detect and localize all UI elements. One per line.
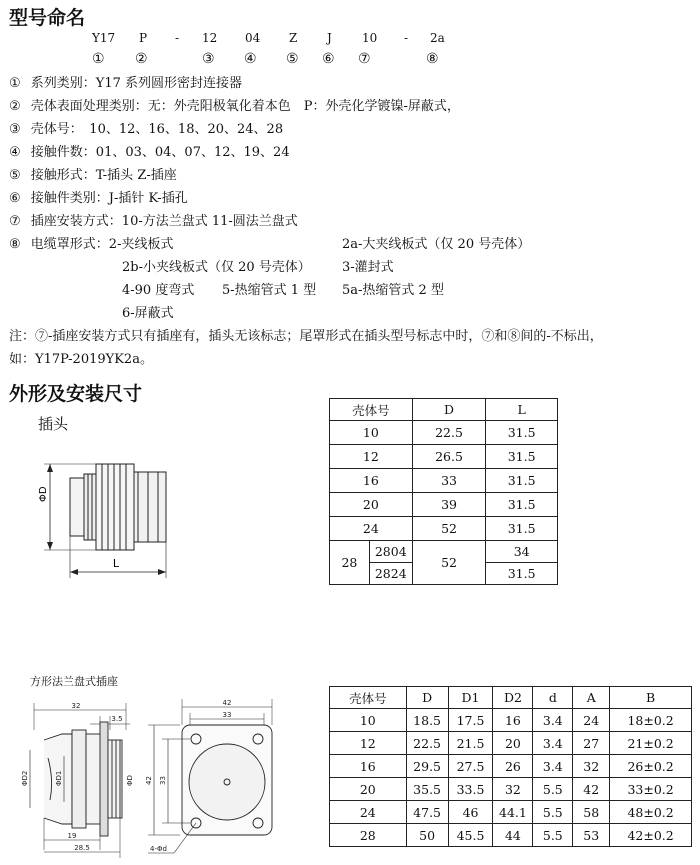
table-cell: 2824 <box>369 563 412 585</box>
receptacle-side-drawing <box>14 700 139 860</box>
table-row <box>330 541 558 563</box>
dim-label: 42 <box>145 776 153 785</box>
model-code: J <box>327 31 332 45</box>
dim-label: 42 <box>222 699 232 707</box>
legend-number: ② <box>9 99 21 114</box>
table-cell: 46 <box>448 801 493 824</box>
table-cell: 17.5 <box>448 709 493 732</box>
table-cell: 22.5 <box>412 421 486 445</box>
legend-item <box>9 72 242 91</box>
legend-text: 插座安装方式：10-方法兰盘式 11-圆法兰盘式 <box>30 214 298 229</box>
table-cell: 27 <box>573 732 610 755</box>
legend-text: 系列类别：Y17 系列圆形密封连接器 <box>30 76 243 91</box>
table-cell: 16 <box>330 469 413 493</box>
model-marker: ⑤ <box>286 51 299 67</box>
table-header: D1 <box>448 687 493 709</box>
table-cell: 58 <box>573 801 610 824</box>
table-cell: 24 <box>573 709 610 732</box>
table-row <box>330 732 692 755</box>
receptacle-dimension-table <box>329 686 692 847</box>
table-cell: 26.5 <box>412 445 486 469</box>
table-cell: 28 <box>330 824 407 847</box>
model-marker: ⑥ <box>322 51 335 67</box>
legend-number: ⑥ <box>9 191 21 206</box>
note-line: 如：Y17P-2019YK2a。 <box>9 352 153 367</box>
section-title-dimensions: 外形及安装尺寸 <box>9 383 143 405</box>
table-cell: 42 <box>573 778 610 801</box>
cable-option: 5a-热缩管式 2 型 <box>342 283 444 298</box>
dim-label: 33 <box>159 776 167 785</box>
dim-label: ΦD2 <box>21 770 29 786</box>
table-cell: 16 <box>330 755 407 778</box>
dim-label: 4-Φd <box>150 845 167 853</box>
table-cell: 10 <box>330 421 413 445</box>
model-marker: ① <box>92 51 105 67</box>
cable-option: 2b-小夹线板式（仅 20 号壳体） <box>122 260 311 275</box>
note-line: 注：⑦-插座安装方式只有插座有，插头无该标志；尾罩形式在插头型号标志中时，⑦和⑧间的-不标出， <box>9 329 603 344</box>
table-header: L <box>486 399 558 421</box>
legend-item <box>9 141 290 160</box>
table-cell: 12 <box>330 732 407 755</box>
legend-item <box>9 187 188 206</box>
table-header: 壳体号 <box>330 399 413 421</box>
plug-label: 插头 <box>38 415 69 433</box>
table-cell: 26 <box>493 755 533 778</box>
plug-drawing <box>38 450 188 585</box>
dim-label: ΦD <box>126 775 134 786</box>
table-cell: 21±0.2 <box>610 732 692 755</box>
table-cell: 20 <box>493 732 533 755</box>
table-cell: 10 <box>330 709 407 732</box>
dim-label: 19 <box>67 832 77 840</box>
table-row <box>330 517 558 541</box>
table-cell: 44.1 <box>493 801 533 824</box>
plug-d-label: ΦD <box>38 486 49 502</box>
dim-label: 3.5 <box>111 715 123 723</box>
legend-number: ⑧ <box>9 237 21 252</box>
table-cell: 22.5 <box>406 732 448 755</box>
model-code: 04 <box>245 31 261 45</box>
table-cell: 18±0.2 <box>610 709 692 732</box>
model-code: - <box>404 31 409 45</box>
table-cell: 31.5 <box>486 563 558 585</box>
table-cell: 48±0.2 <box>610 801 692 824</box>
table-cell: 31.5 <box>486 493 558 517</box>
table-cell: 39 <box>412 493 486 517</box>
cable-option: 4-90 度弯式 <box>122 283 195 298</box>
legend-number: ④ <box>9 145 21 160</box>
model-marker: ④ <box>244 51 257 67</box>
table-header: 壳体号 <box>330 687 407 709</box>
model-code: 10 <box>362 31 378 45</box>
legend-number: ① <box>9 76 21 91</box>
legend-text: 壳体号： 10、12、16、18、20、24、28 <box>30 122 284 137</box>
model-code: - <box>175 31 180 45</box>
table-cell: 5.5 <box>533 801 573 824</box>
cable-option: 2a-大夹线板式（仅 20 号壳体） <box>342 237 531 252</box>
table-cell: 33 <box>412 469 486 493</box>
model-marker: ③ <box>202 51 215 67</box>
table-header: A <box>573 687 610 709</box>
table-header: d <box>533 687 573 709</box>
model-marker: ② <box>135 51 148 67</box>
table-cell: 24 <box>330 517 413 541</box>
table-cell: 3.4 <box>533 755 573 778</box>
table-cell: 18.5 <box>406 709 448 732</box>
table-header: D <box>406 687 448 709</box>
plug-l-label: L <box>112 557 120 570</box>
table-cell: 31.5 <box>486 517 558 541</box>
table-row <box>330 755 692 778</box>
table-cell: 47.5 <box>406 801 448 824</box>
table-header: D2 <box>493 687 533 709</box>
dim-label: 32 <box>71 702 81 710</box>
table-cell: 35.5 <box>406 778 448 801</box>
table-row <box>330 421 558 445</box>
model-code: 12 <box>202 31 218 45</box>
legend-item <box>9 95 460 114</box>
legend-item <box>9 210 298 229</box>
table-cell: 31.5 <box>486 421 558 445</box>
table-cell: 16 <box>493 709 533 732</box>
table-cell: 32 <box>573 755 610 778</box>
dim-label: ΦD1 <box>55 770 63 786</box>
legend-number: ③ <box>9 122 21 137</box>
table-cell: 45.5 <box>448 824 493 847</box>
legend-text: 接触件类别：J-插针 K-插孔 <box>30 191 188 206</box>
section-title-model-naming: 型号命名 <box>9 7 86 29</box>
model-code: 2a <box>430 31 445 45</box>
table-cell: 24 <box>330 801 407 824</box>
legend-number: ⑤ <box>9 168 21 183</box>
plug-dimension-table <box>329 398 558 585</box>
dim-label: 33 <box>222 711 232 719</box>
table-cell: 52 <box>412 517 486 541</box>
table-cell: 20 <box>330 778 407 801</box>
legend-item <box>9 164 177 183</box>
cable-option: 3-灌封式 <box>342 260 394 275</box>
table-cell: 3.4 <box>533 709 573 732</box>
cable-option: 5-热缩管式 1 型 <box>222 283 317 298</box>
table-cell: 26±0.2 <box>610 755 692 778</box>
table-cell: 29.5 <box>406 755 448 778</box>
table-cell: 52 <box>412 541 486 585</box>
table-row <box>330 493 558 517</box>
cable-option: 6-屏蔽式 <box>122 306 174 321</box>
table-row <box>330 445 558 469</box>
model-code: P <box>139 31 148 45</box>
table-row <box>330 709 692 732</box>
table-cell: 12 <box>330 445 413 469</box>
table-cell: 33±0.2 <box>610 778 692 801</box>
table-cell: 50 <box>406 824 448 847</box>
table-header: B <box>610 687 692 709</box>
table-cell: 31.5 <box>486 445 558 469</box>
legend-text: 壳体表面处理类别：无：外壳阳极氧化着本色 P：外壳化学镀镍-屏蔽式， <box>30 99 460 114</box>
dim-label: 28.5 <box>74 844 90 852</box>
table-cell: 44 <box>493 824 533 847</box>
table-row <box>330 778 692 801</box>
table-cell: 5.5 <box>533 824 573 847</box>
legend-text: 接触件数：01、03、04、07、12、19、24 <box>30 145 290 160</box>
legend-number: ⑦ <box>9 214 21 229</box>
table-cell: 34 <box>486 541 558 563</box>
receptacle-label: 方形法兰盘式插座 <box>30 675 118 688</box>
receptacle-front-drawing <box>144 695 282 865</box>
table-cell: 28 <box>330 541 370 585</box>
table-cell: 27.5 <box>448 755 493 778</box>
table-row <box>330 469 558 493</box>
model-code: Z <box>289 31 298 45</box>
table-cell: 32 <box>493 778 533 801</box>
legend-text: 电缆罩形式：2-夹线板式 <box>30 237 174 252</box>
table-cell: 31.5 <box>486 469 558 493</box>
legend-item <box>9 118 283 137</box>
table-cell: 20 <box>330 493 413 517</box>
table-cell: 33.5 <box>448 778 493 801</box>
table-cell: 5.5 <box>533 778 573 801</box>
model-code: Y17 <box>92 31 116 45</box>
legend-item <box>9 233 173 252</box>
table-cell: 2804 <box>369 541 412 563</box>
table-cell: 3.4 <box>533 732 573 755</box>
table-row <box>330 801 692 824</box>
table-cell: 53 <box>573 824 610 847</box>
model-marker: ⑦ <box>358 51 371 67</box>
table-row <box>330 824 692 847</box>
model-marker: ⑧ <box>426 51 439 67</box>
legend-text: 接触形式：T-插头 Z-插座 <box>30 168 177 183</box>
table-header: D <box>412 399 486 421</box>
table-cell: 42±0.2 <box>610 824 692 847</box>
table-cell: 21.5 <box>448 732 493 755</box>
